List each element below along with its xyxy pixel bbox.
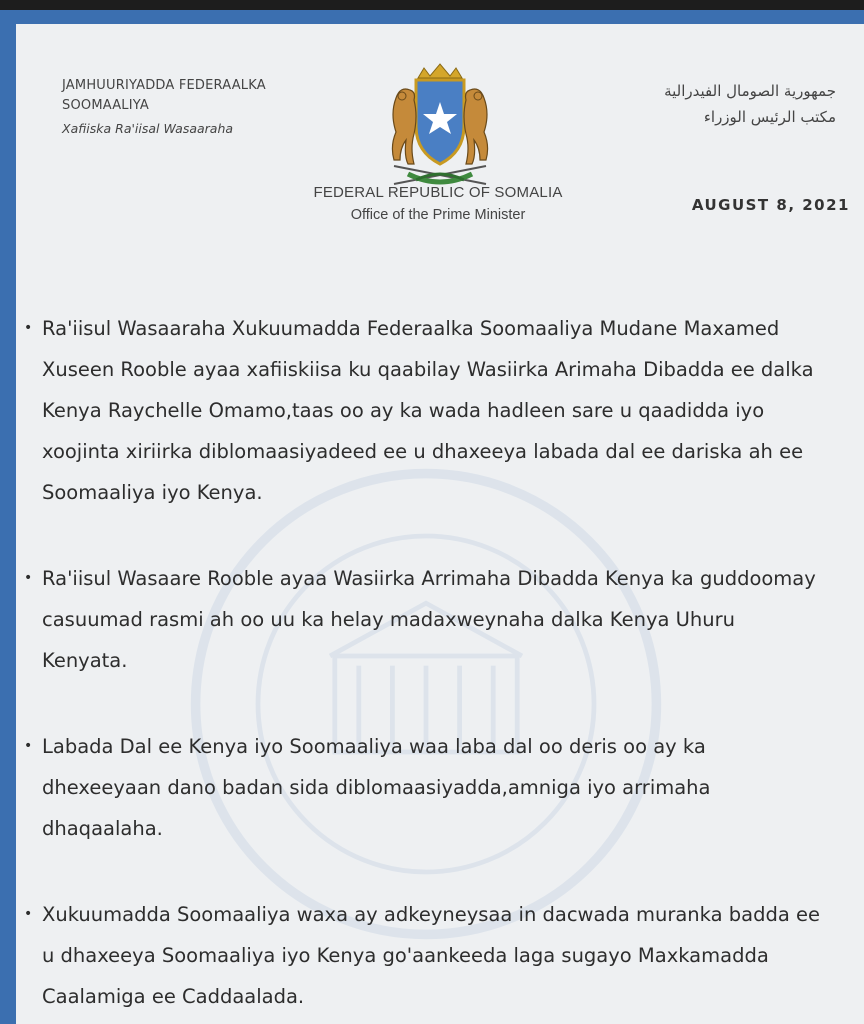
somalia-coat-of-arms-icon	[360, 56, 520, 196]
header-somali	[62, 76, 266, 139]
header-somali-line2: SOOMAALIYA	[62, 98, 149, 113]
header-arabic-line1: جمهورية الصومال الفيدرالية	[664, 82, 836, 100]
header-somali-line1: JAMHUURIYADDA FEDERAALKA	[62, 78, 266, 93]
paragraph-text: Ra'iisul Wasaaraha Xukuumadda Federaalka Soomaaliya Mudane Maxamed Xuseen Rooble ayaa xafiiskiisa ku qaabilay Wasiirka Arimaha Dibadda ee dalka Kenya Raychelle Omamo,taas oo ay ka wada hadleen sare u qaadidda iyo xoojinta xiriirka diblomaasiyadeed ee u dhaxeeya labada dal ee dariska ah ee Soomaaliya iyo Kenya.	[42, 317, 814, 504]
paragraph-text: Labada Dal ee Kenya iyo Soomaaliya waa laba dal oo deris oo ay ka dhexeeyaan dano badan sida diblomaasiyadda,amniga iyo arrimaha dhaqaalaha.	[42, 735, 711, 840]
header-arabic	[664, 78, 836, 130]
header-english	[268, 184, 608, 223]
header-arabic-line2: مكتب الرئيس الوزراء	[703, 108, 836, 126]
header-english-line2: Office of the Prime Minister	[350, 207, 526, 223]
header-somali-line3: Xafiiska Ra'iisal Wasaaraha	[62, 121, 234, 136]
paragraph-text: Xukuumadda Soomaaliya waxa ay adkeyneysaa in dacwada muranka badda ee u dhaxeeya Soomaaliya iyo Kenya go'aankeeda laga sugayo Maxkamadda Caalamiga ee Caddaalada.	[42, 903, 820, 1008]
letterhead-page	[16, 24, 864, 1024]
statement-paragraph	[24, 558, 824, 681]
header-english-line1: FEDERAL REPUBLIC OF SOMALIA	[313, 184, 563, 201]
bullet-icon: •	[24, 738, 33, 754]
statement-paragraph	[24, 308, 824, 513]
top-strip	[0, 0, 864, 10]
statement-body	[24, 308, 824, 1024]
bullet-icon: •	[24, 570, 33, 586]
bullet-icon: •	[24, 320, 33, 336]
document-date: AUGUST 8, 2021	[691, 196, 850, 214]
bullet-icon: •	[24, 906, 33, 922]
paragraph-text: Ra'iisul Wasaare Rooble ayaa Wasiirka Arrimaha Dibadda Kenya ka guddoomay casuumad rasmi ah oo uu ka helay madaxweynaha dalka Kenya Uhuru Kenyata.	[42, 567, 816, 672]
statement-paragraph	[24, 726, 824, 849]
statement-paragraph	[24, 894, 824, 1017]
